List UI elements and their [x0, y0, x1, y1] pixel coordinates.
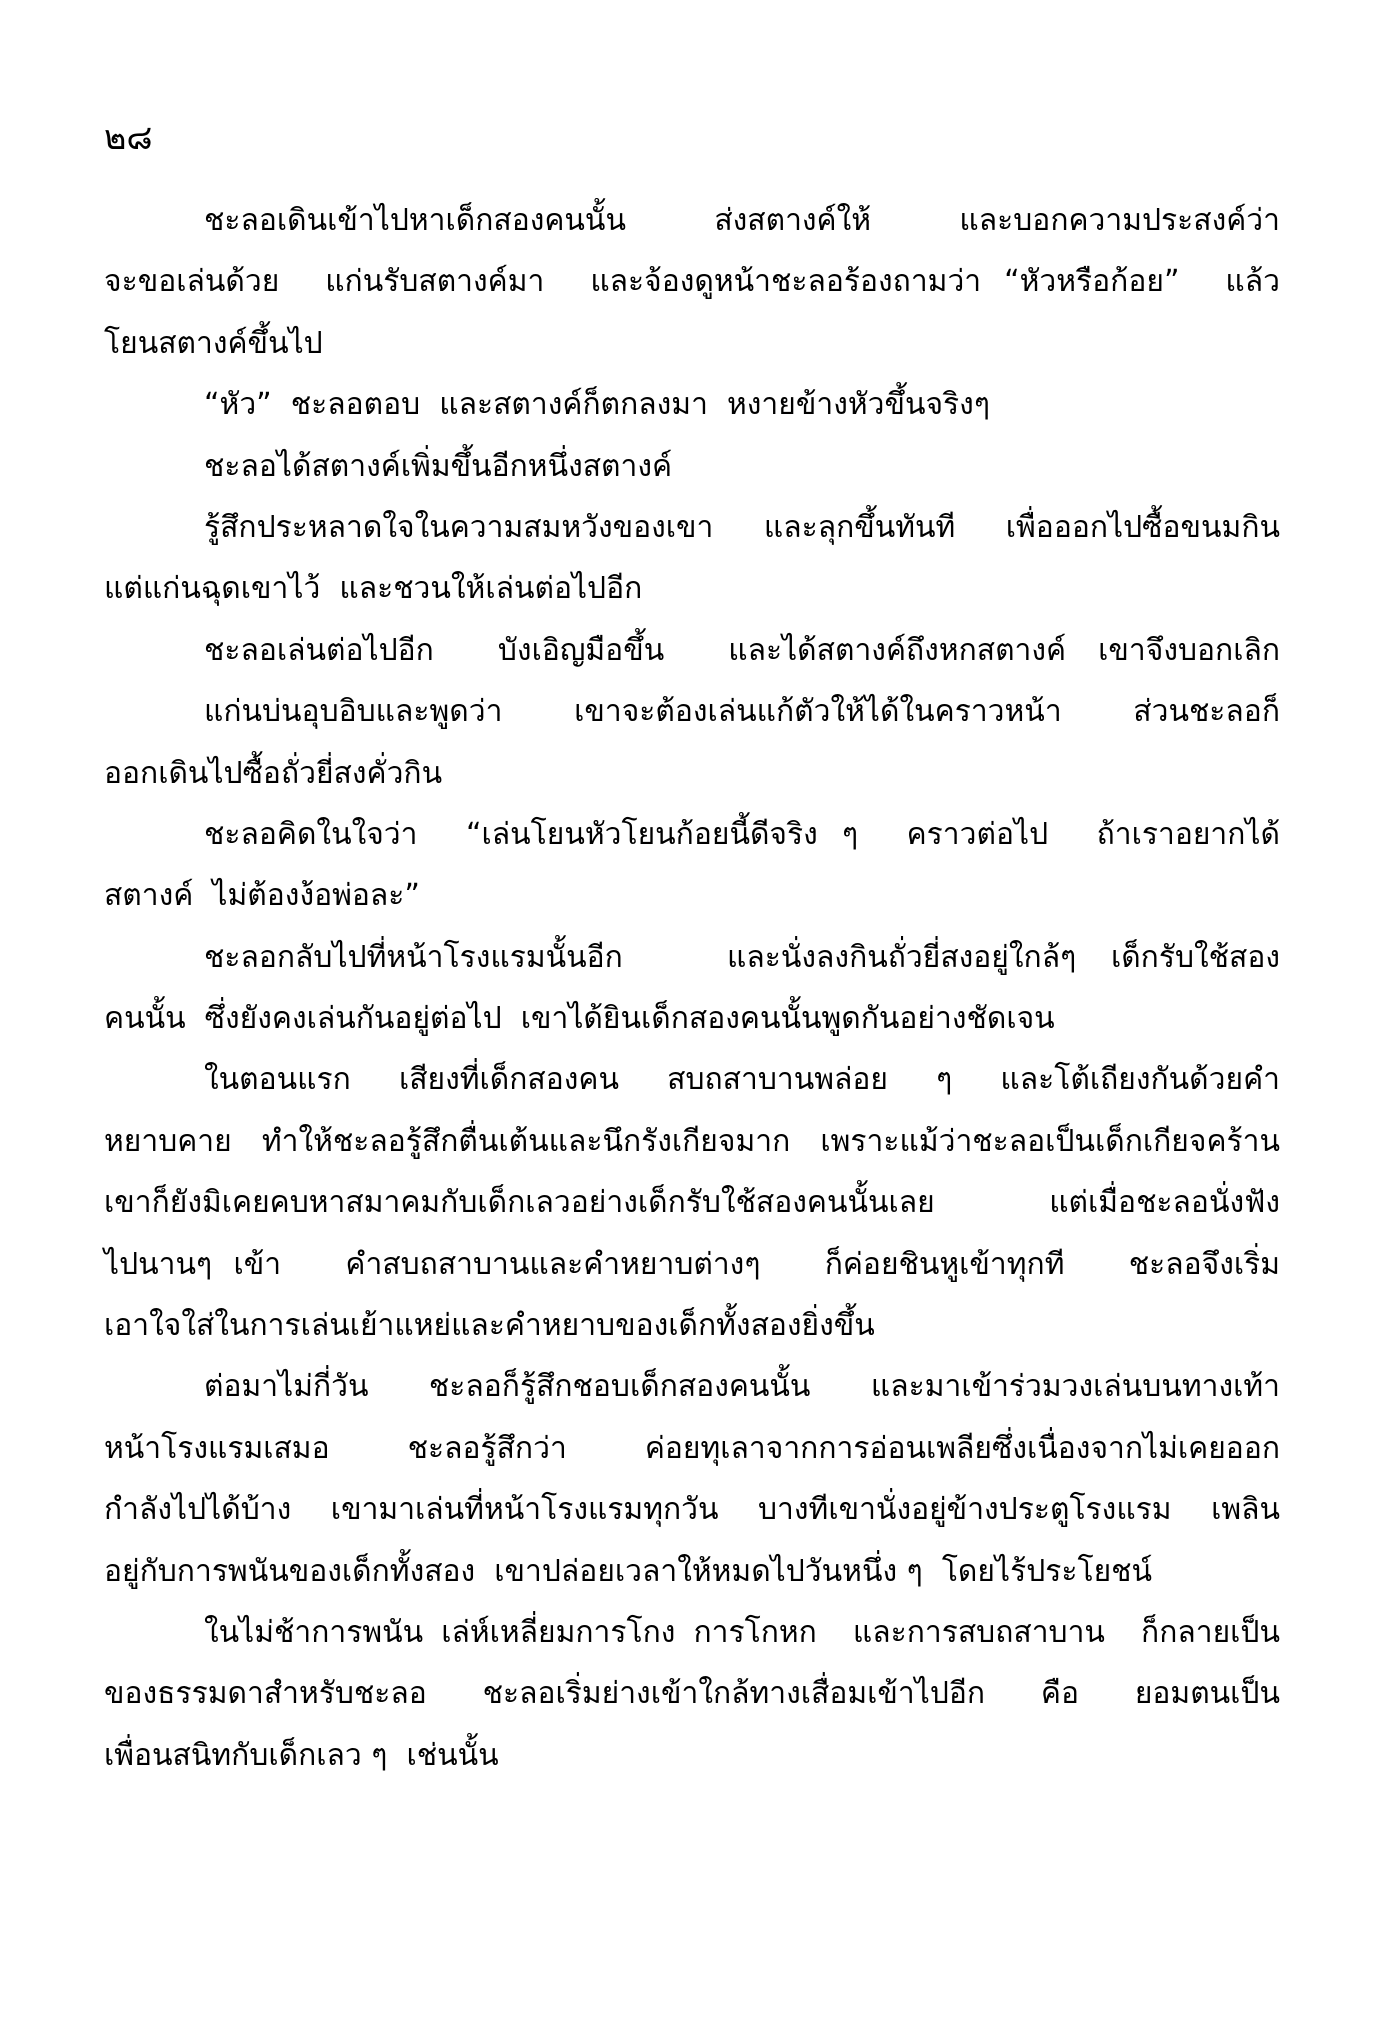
text-line: อยู่กับการพนันของเด็กทั้งสอง เขาปล่อยเวลาให้หมดไปวันหนึ่ง ๆ โดยไร้ประโยชน์ — [104, 1553, 1153, 1589]
text-line: ชะลอเดินเข้าไปหาเด็กสองคนนั้น ส่งสตางค์ให้ และบอกความประสงค์ว่า — [204, 203, 1280, 238]
text-line: ต่อมาไม่กี่วัน ชะลอก็รู้สึกชอบเด็กสองคนนั้น และมาเข้าร่วมวงเล่นบนทางเท้า — [204, 1369, 1280, 1405]
body-text — [104, 190, 1280, 1786]
page-number: ๒๘ — [104, 118, 153, 158]
text-line: ออกเดินไปซื้อถั่วยี่สงคั่วกิน — [104, 755, 443, 791]
text-line: เขาก็ยังมิเคยคบหาสมาคมกับเด็กเลวอย่างเด็กรับใช้สองคนนั้นเลย แต่เมื่อชะลอนั่งฟัง — [104, 1185, 1280, 1221]
text-line: ชะลอเล่นต่อไปอีก บังเอิญมือขึ้น และได้สตางค์ถึงหกสตางค์ เขาจึงบอกเลิก — [204, 632, 1280, 668]
text-line: ไปนานๆ เข้า คำสบถสาบานและคำหยาบต่างๆ ก็ค่อยชินหูเข้าทุกที ชะลอจึงเริ่ม — [104, 1246, 1280, 1282]
text-line: หยาบคาย ทำให้ชะลอรู้สึกตื่นเต้นและนึกรังเกียจมาก เพราะแม้ว่าชะลอเป็นเด็กเกียจคร้าน — [104, 1123, 1280, 1159]
text-line: กำลังไปได้บ้าง เขามาเล่นที่หน้าโรงแรมทุกวัน บางทีเขานั่งอยู่ข้างประตูโรงแรม เพลิน — [104, 1492, 1280, 1528]
text-line: ในไม่ช้าการพนัน เล่ห์เหลี่ยมการโกง การโกหก และการสบถสาบาน ก็กลายเป็น — [204, 1614, 1280, 1650]
text-line: คนนั้น ซึ่งยังคงเล่นกันอยู่ต่อไป เขาได้ยินเด็กสองคนนั้นพูดกันอย่างชัดเจน — [104, 1001, 1055, 1037]
text-line: ชะลอคิดในใจว่า “เล่นโยนหัวโยนก้อยนี้ดีจริง ๆ คราวต่อไป ถ้าเราอยากได้ — [204, 816, 1280, 852]
text-line: แก่นบ่นอุบอิบและพูดว่า เขาจะต้องเล่นแก้ตัวให้ได้ในคราวหน้า ส่วนชะลอก็ — [204, 694, 1280, 730]
text-line: ในตอนแรก เสียงที่เด็กสองคน สบถสาบานพล่อย ๆ และโต้เถียงกันด้วยคำ — [204, 1062, 1280, 1098]
text-line: โยนสตางค์ขึ้นไป — [104, 325, 323, 361]
text-line: เพื่อนสนิทกับเด็กเลว ๆ เช่นนั้น — [104, 1737, 499, 1773]
text-line: “หัว” ชะลอตอบ และสตางค์ก็ตกลงมา หงายข้างหัวขึ้นจริงๆ — [204, 387, 990, 423]
text-line: ชะลอกลับไปที่หน้าโรงแรมนั้นอีก และนั่งลงกินถั่วยี่สงอยู่ใกล้ๆ เด็กรับใช้สอง — [204, 939, 1280, 975]
text-line: แต่แก่นฉุดเขาไว้ และชวนให้เล่นต่อไปอีก — [104, 571, 643, 607]
text-line: ของธรรมดาสำหรับชะลอ ชะลอเริ่มย่างเข้าใกล้ทางเสื่อมเข้าไปอีก คือ ยอมตนเป็น — [104, 1676, 1280, 1712]
text-line: รู้สึกประหลาดใจในความสมหวังของเขา และลุกขึ้นทันที เพื่อออกไปซื้อขนมกิน — [204, 509, 1280, 545]
text-line: จะขอเล่นด้วย แก่นรับสตางค์มา และจ้องดูหน้าชะลอร้องถามว่า “หัวหรือก้อย” แล้ว — [104, 264, 1280, 300]
text-line: เอาใจใส่ในการเล่นเย้าแหย่และคำหยาบของเด็กทั้งสองยิ่งขึ้น — [104, 1308, 875, 1344]
text-line: สตางค์ ไม่ต้องง้อพ่อละ” — [104, 878, 420, 914]
text-line: ชะลอได้สตางค์เพิ่มขึ้นอีกหนึ่งสตางค์ — [204, 448, 673, 484]
text-line: หน้าโรงแรมเสมอ ชะลอรู้สึกว่า ค่อยทุเลาจากการอ่อนเพลียซึ่งเนื่องจากไม่เคยออก — [104, 1430, 1280, 1466]
